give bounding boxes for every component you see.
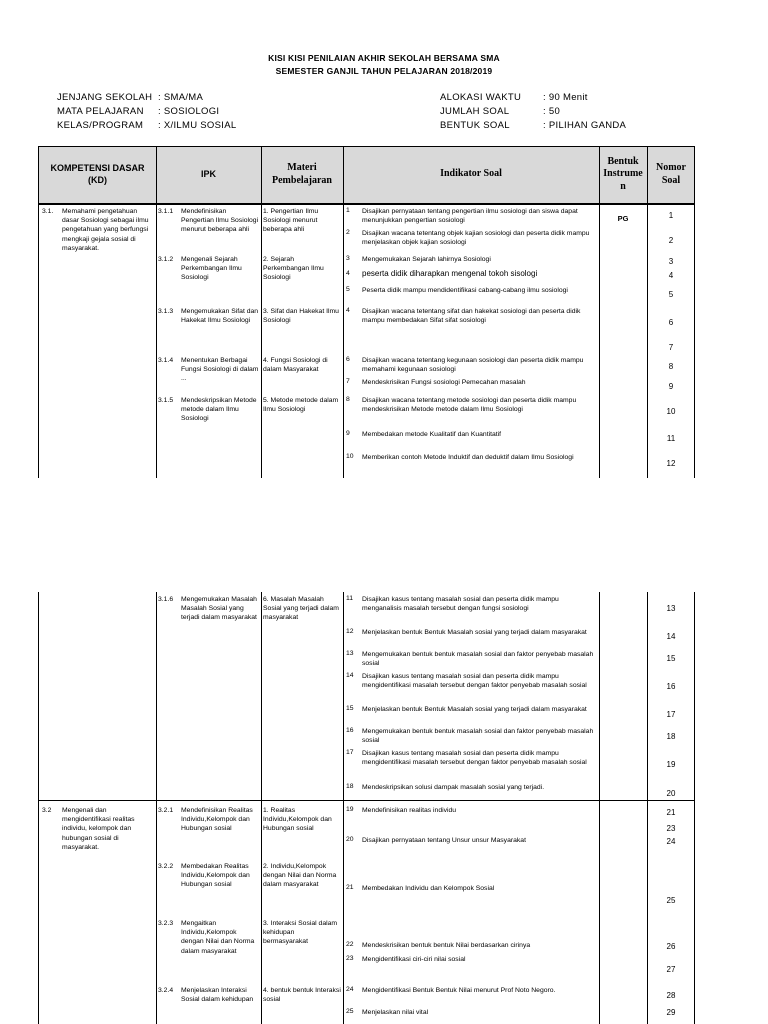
indikator-number: 3 <box>346 255 350 262</box>
materi-item: 3. Sifat dan Hakekat Ilmu Sosiologi <box>263 308 339 325</box>
indikator-number: 15 <box>346 705 354 712</box>
table-line <box>38 146 39 478</box>
indikator-text: Mendefinisikan realitas individu <box>362 807 457 814</box>
header-nomor: Nomor Soal <box>656 162 686 186</box>
indikator-text: Mengidentifikasi ciri-ciri nilai sosial <box>362 956 466 963</box>
indikator-number: 6 <box>346 356 350 363</box>
nomor-soal: 23 <box>666 824 676 833</box>
nomor-soal: 1 <box>668 211 674 220</box>
document-subtitle: SEMESTER GANJIL TAHUN PELAJARAN 2018/2019 <box>275 66 493 76</box>
indikator-text: Mengemukakan Sejarah lahirnya Sosiologi <box>362 256 491 263</box>
nomor-soal: 27 <box>666 965 676 974</box>
materi-item: 2. Sejarah Perkembangan Ilmu Sosiologi <box>263 256 324 282</box>
table-line <box>261 592 262 1024</box>
indikator-text: Mendeskrisikan Fungsi sosiologi Pemecahan masalah <box>362 379 526 386</box>
ipk-number: 3.1.5 <box>158 397 174 404</box>
meta-label-mapel: MATA PELAJARAN <box>57 106 144 117</box>
nomor-soal: 6 <box>668 318 674 327</box>
materi-item: 4. Fungsi Sosiologi di dalam Masyarakat <box>263 357 328 374</box>
nomor-soal: 5 <box>668 290 674 299</box>
ipk-number: 3.2.4 <box>158 987 174 994</box>
table-line <box>343 592 344 1024</box>
ipk-text: Mengenali Sejarah Perkembangan Ilmu Sosiologi <box>181 256 242 282</box>
indikator-number: 21 <box>346 884 354 891</box>
indikator-text: Disajikan wacana tetentang objek kajian sosiologi dan peserta didik mampu menjelaskan objek kajian sosiologi <box>362 230 590 247</box>
meta-value-jenjang: : SMA/MA <box>158 92 204 103</box>
meta-label-alokasi: ALOKASI WAKTU <box>440 92 522 103</box>
meta-value-kelas: : X/ILMU SOSIAL <box>158 120 237 131</box>
indikator-text: Mendeskrisikan bentuk bentuk Nilai berdasarkan cirinya <box>362 942 531 949</box>
indikator-number: 14 <box>346 672 354 679</box>
table-line <box>38 203 695 205</box>
header-indikator: Indikator Soal <box>440 168 502 180</box>
header-materi: Materi Pembelajaran <box>272 162 332 186</box>
meta-value-jumlah: : 50 <box>543 106 561 117</box>
indikator-text: Disajikan kasus tentang masalah sosial dan peserta didik mampu mengidentifikasi masalah tersebut dengan faktor penyebab masalah sosial <box>362 673 587 690</box>
header-ipk: IPK <box>200 168 216 179</box>
indikator-number: 1 <box>346 207 350 214</box>
indikator-text: Disajikan wacana tetentang metode sosiologi dan peserta didik mampu mendeskrisikan Metode metode dalam Ilmu Sosiologi <box>362 397 577 414</box>
table-line <box>343 146 344 478</box>
indikator-text: Membedakan Individu dan Kelompok Sosial <box>362 885 495 892</box>
ipk-number: 3.2.1 <box>158 807 174 814</box>
indikator-text: Mengemukakan bentuk bentuk masalah sosial dan faktor penyebab masalah sosial <box>362 728 594 745</box>
indikator-text: Peserta didik mampu mendidentifikasi cabang-cabang ilmu sosiologi <box>362 287 568 294</box>
indikator-text: Disajikan pernyataan tentang pengertian ilmu sosiologi dan siswa dapat menunjukkan pengertian sosiologi <box>362 208 578 225</box>
nomor-soal: 17 <box>666 710 676 719</box>
table-line <box>694 592 695 1024</box>
indikator-number: 16 <box>346 727 354 734</box>
indikator-number: 5 <box>346 286 350 293</box>
indikator-number: 9 <box>346 430 350 437</box>
indikator-number: 19 <box>346 806 354 813</box>
nomor-soal: 10 <box>666 407 676 416</box>
ipk-text: Menjelaskan Interaksi Sosial dalam kehidupan <box>181 987 254 1004</box>
ipk-number: 3.1.1 <box>158 208 174 215</box>
kd-number: 3.2 <box>42 807 52 814</box>
nomor-soal: 29 <box>666 1008 676 1017</box>
indikator-text: Menjelaskan bentuk Bentuk Masalah sosial yang terjadi dalam masyarakat <box>362 706 587 713</box>
ipk-number: 3.2.2 <box>158 863 174 870</box>
indikator-number: 2 <box>346 229 350 236</box>
indikator-number: 24 <box>346 986 354 993</box>
meta-label-bentuk: BENTUK SOAL <box>440 120 510 131</box>
bentuk-instrumen-value: PG <box>617 214 629 223</box>
table-line <box>694 146 695 478</box>
nomor-soal: 3 <box>668 257 674 266</box>
nomor-soal: 28 <box>666 991 676 1000</box>
ipk-text: Mengaitkan Individu,Kelompok dengan Nilai dan Norma dalam masyarakat <box>181 920 255 955</box>
ipk-text: Mendefinisikan Realitas Individu,Kelompok dan Hubungan sosial <box>181 807 253 833</box>
indikator-text: Mengidentifikasi Bentuk Bentuk Nilai menurut Prof Noto Negoro. <box>362 987 556 994</box>
table-line <box>38 146 695 147</box>
nomor-soal: 9 <box>668 382 674 391</box>
table-line <box>599 146 600 478</box>
ipk-number: 3.1.6 <box>158 596 174 603</box>
materi-item: 5. Metode metode dalam Ilmu Sosiologi <box>263 397 339 414</box>
indikator-text: Disajikan pernyataan tentang Unsur unsur Masyarakat <box>362 837 526 844</box>
indikator-text: Disajikan wacana tetentang kegunaan sosiologi dan peserta didik mampu memahami kegunaan sosiologi <box>362 357 584 374</box>
ipk-number: 3.1.4 <box>158 357 174 364</box>
header-kompetensi-dasar: KOMPETENSI DASAR (KD) <box>50 163 145 185</box>
ipk-number: 3.2.3 <box>158 920 174 927</box>
nomor-soal: 15 <box>666 654 676 663</box>
meta-value-mapel: : SOSIOLOGI <box>158 106 220 117</box>
nomor-soal: 7 <box>668 343 674 352</box>
nomor-soal: 8 <box>668 362 674 371</box>
table-line <box>38 592 39 1024</box>
indikator-text: peserta didik diharapkan mengenal tokoh sisologi <box>362 269 538 278</box>
kd-text: Mengenali dan mengidentifikasi realitas individu, kelompok dan hubungan sosial di masyarakat. <box>62 807 135 851</box>
ipk-text: Mendeskripsikan Metode metode dalam Ilmu Sosiologi <box>181 397 257 423</box>
indikator-number: 10 <box>346 453 354 460</box>
meta-value-bentuk: : PILIHAN GANDA <box>543 120 627 131</box>
table-line <box>156 146 157 478</box>
nomor-soal: 2 <box>668 236 674 245</box>
nomor-soal: 12 <box>666 459 676 468</box>
indikator-text: Memberikan contoh Metode Induktif dan deduktif dalam Ilmu Sosiologi <box>362 454 574 461</box>
table-line <box>647 592 648 1024</box>
indikator-text: Mendeskripsikan solusi dampak masalah sosial yang terjadi. <box>362 784 545 791</box>
table-line <box>156 592 157 1024</box>
materi-item: 1. Pengertian Ilmu Sosiologi menurut beberapa ahli <box>263 208 319 234</box>
header-bentuk: Bentuk Instrume n <box>603 155 643 192</box>
nomor-soal: 14 <box>666 632 676 641</box>
table-line <box>38 800 695 801</box>
materi-item: 6. Masalah Masalah Sosial yang terjadi dalam masyarakat <box>263 596 339 622</box>
ipk-text: Membedakan Realitas Individu,Kelompok dan Hubungan sosial <box>181 863 250 889</box>
document-title: KISI KISI PENILAIAN AKHIR SEKOLAH BERSAMA SMA <box>268 53 500 63</box>
ipk-text: Mengemukakan Masalah Masalah Sosial yang terjadi dalam masyarakat <box>181 596 257 622</box>
indikator-number: 25 <box>346 1008 354 1015</box>
indikator-number: 4 <box>346 270 350 277</box>
ipk-number: 3.1.2 <box>158 256 174 263</box>
nomor-soal: 25 <box>666 896 676 905</box>
nomor-soal: 4 <box>668 271 674 280</box>
nomor-soal: 24 <box>666 837 676 846</box>
indikator-number: 7 <box>346 378 350 385</box>
indikator-number: 4 <box>346 307 350 314</box>
table-line <box>647 146 648 478</box>
nomor-soal: 21 <box>666 808 676 817</box>
indikator-text: Mengemukakan bentuk bentuk masalah sosial dan faktor penyebab masalah sosial <box>362 651 594 668</box>
materi-item: 3. Interaksi Sosial dalam kehidupan bermasyarakat <box>263 920 338 946</box>
indikator-number: 20 <box>346 836 354 843</box>
meta-label-jumlah: JUMLAH SOAL <box>440 106 510 117</box>
indikator-number: 18 <box>346 783 354 790</box>
materi-item: 4. bentuk bentuk Interaksi sosial <box>263 987 341 1004</box>
indikator-text: Menjelaskan nilai vital <box>362 1009 429 1016</box>
kd-text: Memahami pengetahuan dasar Sosiologi sebagai ilmu pengetahuan yang berfungsi mengkaji gejala sosial di masyarakat. <box>62 208 149 252</box>
nomor-soal: 16 <box>666 682 676 691</box>
table-line <box>261 146 262 478</box>
materi-item: 2. Individu,Kelompok dengan Nilai dan Norma dalam masyarakat <box>263 863 337 889</box>
kd-number: 3.1. <box>42 208 54 215</box>
nomor-soal: 18 <box>666 732 676 741</box>
indikator-number: 17 <box>346 749 354 756</box>
meta-label-kelas: KELAS/PROGRAM <box>57 120 144 131</box>
nomor-soal: 13 <box>666 604 676 613</box>
indikator-text: Disajikan kasus tentang masalah sosial dan peserta didik mampu mengidentifikasi masalah tersebut dengan faktor penyebab masalah sosial <box>362 750 587 767</box>
table-line <box>599 592 600 1024</box>
indikator-number: 12 <box>346 628 354 635</box>
nomor-soal: 20 <box>666 789 676 798</box>
meta-value-alokasi: : 90 Menit <box>543 92 588 103</box>
nomor-soal: 19 <box>666 760 676 769</box>
indikator-number: 11 <box>346 595 354 602</box>
indikator-text: Membedakan metode Kualitatif dan Kuantitatif <box>362 431 502 438</box>
indikator-number: 13 <box>346 650 354 657</box>
meta-label-jenjang: JENJANG SEKOLAH <box>57 92 153 103</box>
indikator-number: 23 <box>346 955 354 962</box>
indikator-number: 8 <box>346 396 350 403</box>
indikator-text: Menjelaskan bentuk Bentuk Masalah sosial yang terjadi dalam masyarakat <box>362 629 587 636</box>
ipk-text: Mengemukakan Sifat dan Hakekat Ilmu Sosiologi <box>181 308 259 325</box>
indikator-number: 22 <box>346 941 354 948</box>
indikator-text: Disajikan wacana tetentang sifat dan hakekat sosiologi dan peserta didik mampu membedakan Sifat sifat sosiologi <box>362 308 581 325</box>
ipk-text: Mendefinisikan Pengertian Ilmu Sosiologi menurut beberapa ahli <box>181 208 259 234</box>
ipk-number: 3.1.3 <box>158 308 174 315</box>
nomor-soal: 11 <box>666 434 676 443</box>
nomor-soal: 26 <box>666 942 676 951</box>
materi-item: 1. Realitas Individu,Kelompok dan Hubungan sosial <box>263 807 332 833</box>
indikator-text: Disajikan kasus tentang masalah sosial dan peserta didik mampu menganalisis masalah tersebut dengan fungsi sosiologi <box>362 596 559 613</box>
ipk-text: Menentukan Berbagai Fungsi Sosiologi di dalam ... <box>181 357 259 383</box>
